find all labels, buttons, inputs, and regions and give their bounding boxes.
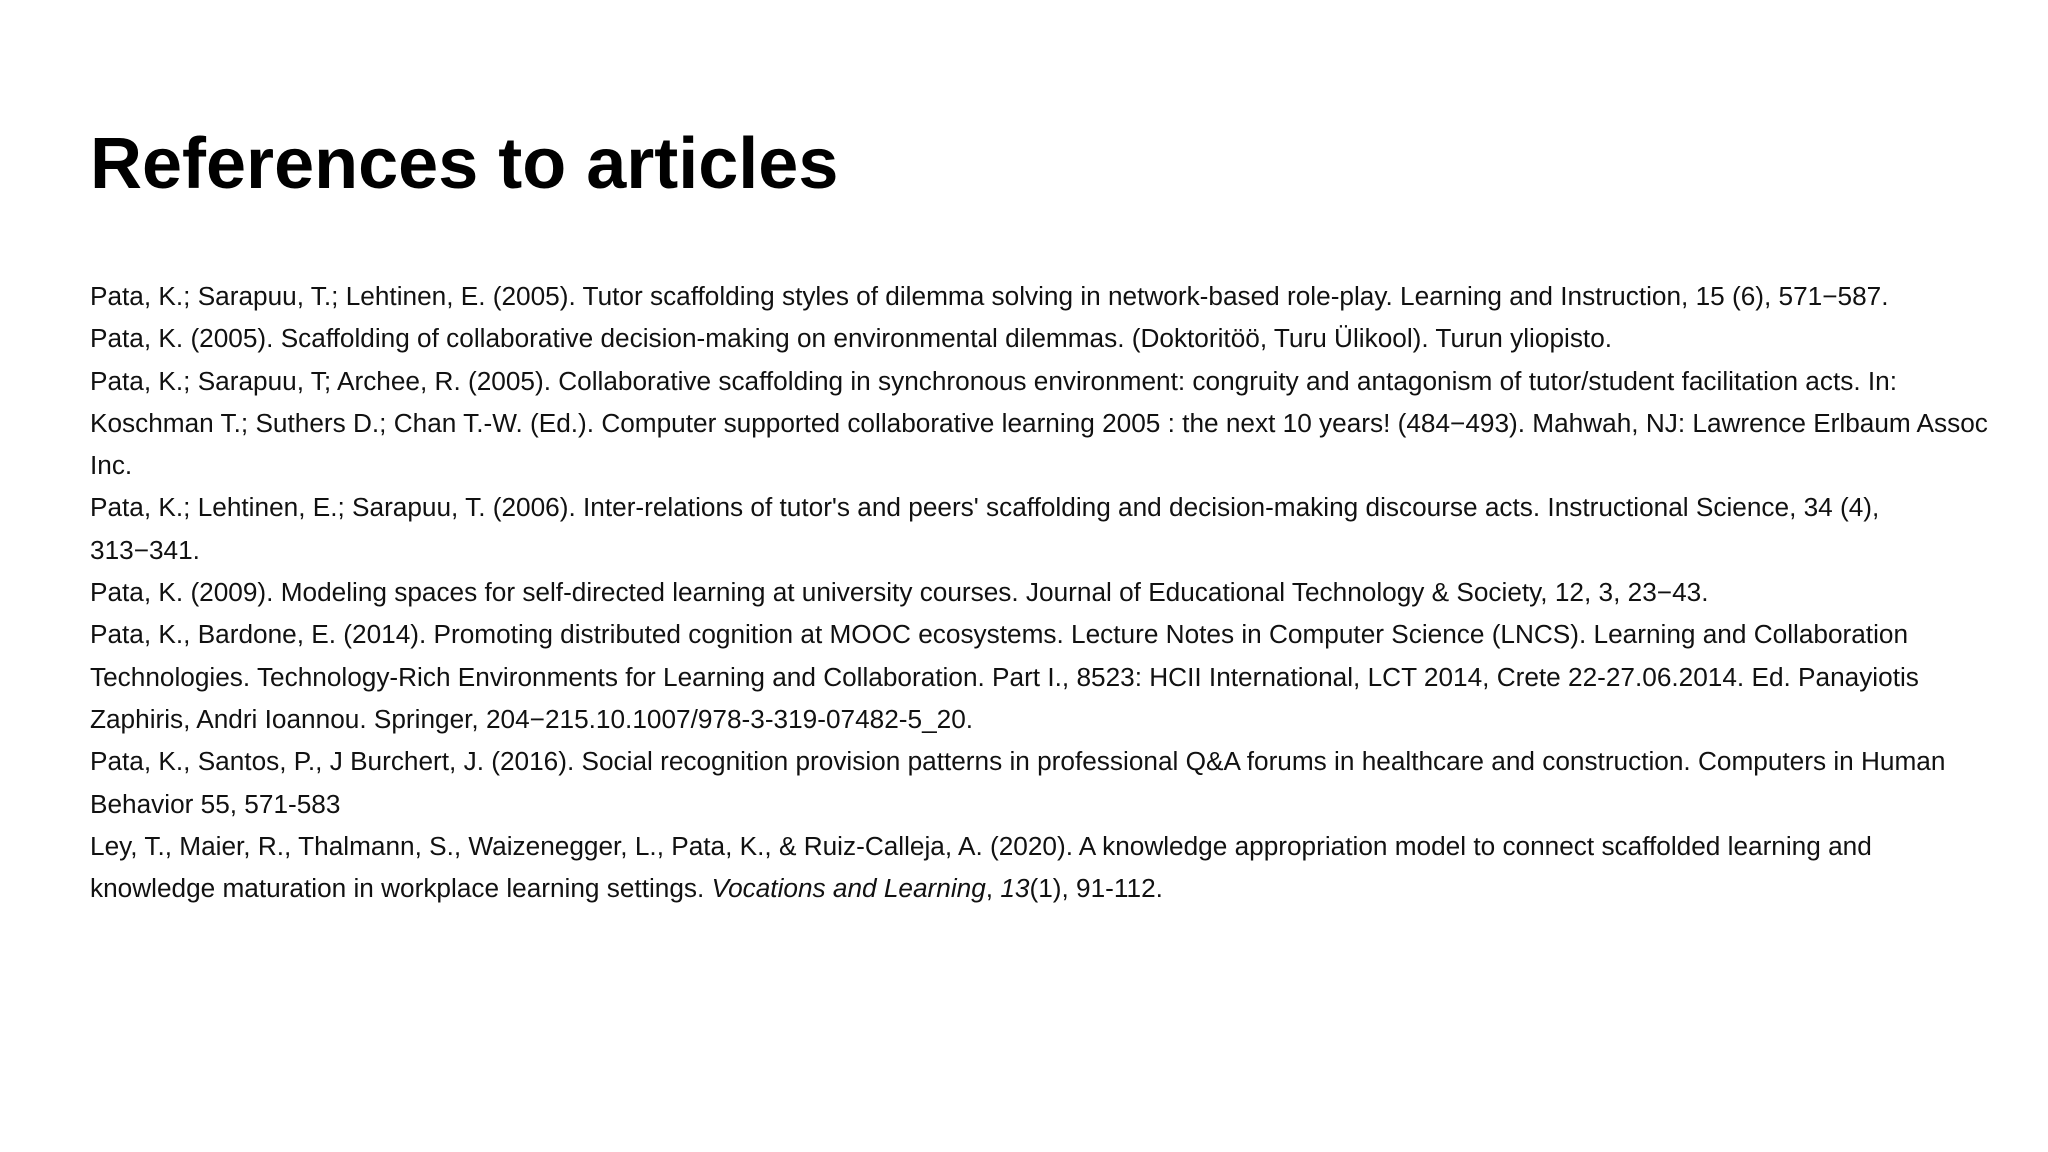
reference-text: Pata, K. (2005). Scaffolding of collaborative decision-making on environmental dilemmas. (Doktoritöö, Turu Ülikool). Turun yliopisto.: [90, 323, 1613, 354]
reference-issue-pages: (1), 91-112.: [1029, 873, 1163, 904]
reference-item: [90, 317, 1990, 359]
reference-separator: ,: [985, 873, 1001, 904]
reference-item: [90, 825, 1990, 910]
reference-item: [90, 275, 1990, 317]
reference-text: Pata, K.; Sarapuu, T.; Lehtinen, E. (2005). Tutor scaffolding styles of dilemma solving in network-based role-play. Learning and Instruction, 15 (6), 571−587.: [90, 281, 1889, 311]
reference-item: [90, 613, 1990, 740]
reference-text: Pata, K.; Lehtinen, E.; Sarapuu, T. (2006). Inter-relations of tutor's and peers' scaffolding and decision-making discourse acts. Instructional Science, 34 (4), 313−341.: [90, 492, 1880, 565]
reference-volume: 13: [1000, 873, 1030, 904]
reference-text: Pata, K., Bardone, E. (2014). Promoting distributed cognition at MOOC ecosystems. Lecture Notes in Computer Science (LNCS). Learning and Collaboration Technologies. Technology-Rich Environments for Learning and Collaboration. Part I., 8523: HCII International, LCT 2014, Crete 22-27.06.2014. Ed. Panayiotis Zaphiris, Andri Ioannou. Springer, 204−215.10.1007/978-3-319-07482-5_20.: [90, 619, 1919, 734]
reference-item: [90, 740, 1990, 825]
reference-text: Ley, T., Maier, R., Thalmann, S., Waizenegger, L., Pata, K., & Ruiz-Calleja, A. (2020). A knowledge appropriation model to connect scaffolded learning and knowledge maturation in workplace learning settings.: [90, 830, 1872, 904]
reference-item: [90, 360, 1990, 487]
reference-item: [90, 486, 1990, 571]
reference-item: [90, 571, 1990, 613]
reference-text: Pata, K. (2009). Modeling spaces for self-directed learning at university courses. Journal of Educational Technology & Society, 12, 3, 23−43.: [90, 577, 1709, 608]
slide-title: References to articles: [90, 124, 839, 204]
reference-text: Pata, K.; Sarapuu, T; Archee, R. (2005). Collaborative scaffolding in synchronous environment: congruity and antagonism of tutor/student facilitation acts. In: Koschman T.; Suthers D.; Chan T.-W. (Ed.). Computer supported collaborative learning 2005 : the next 10 years! (484−493). Mahwah, NJ: Lawrence Erlbaum Assoc Inc.: [90, 365, 1988, 481]
reference-journal-title: Vocations and Learning: [711, 873, 986, 904]
reference-text: Pata, K., Santos, P., J Burchert, J. (2016). Social recognition provision patterns in professional Q&A forums in healthcare and construction. Computers in Human Behavior 55, 571-583: [90, 746, 1946, 819]
reference-list: [90, 275, 1990, 909]
